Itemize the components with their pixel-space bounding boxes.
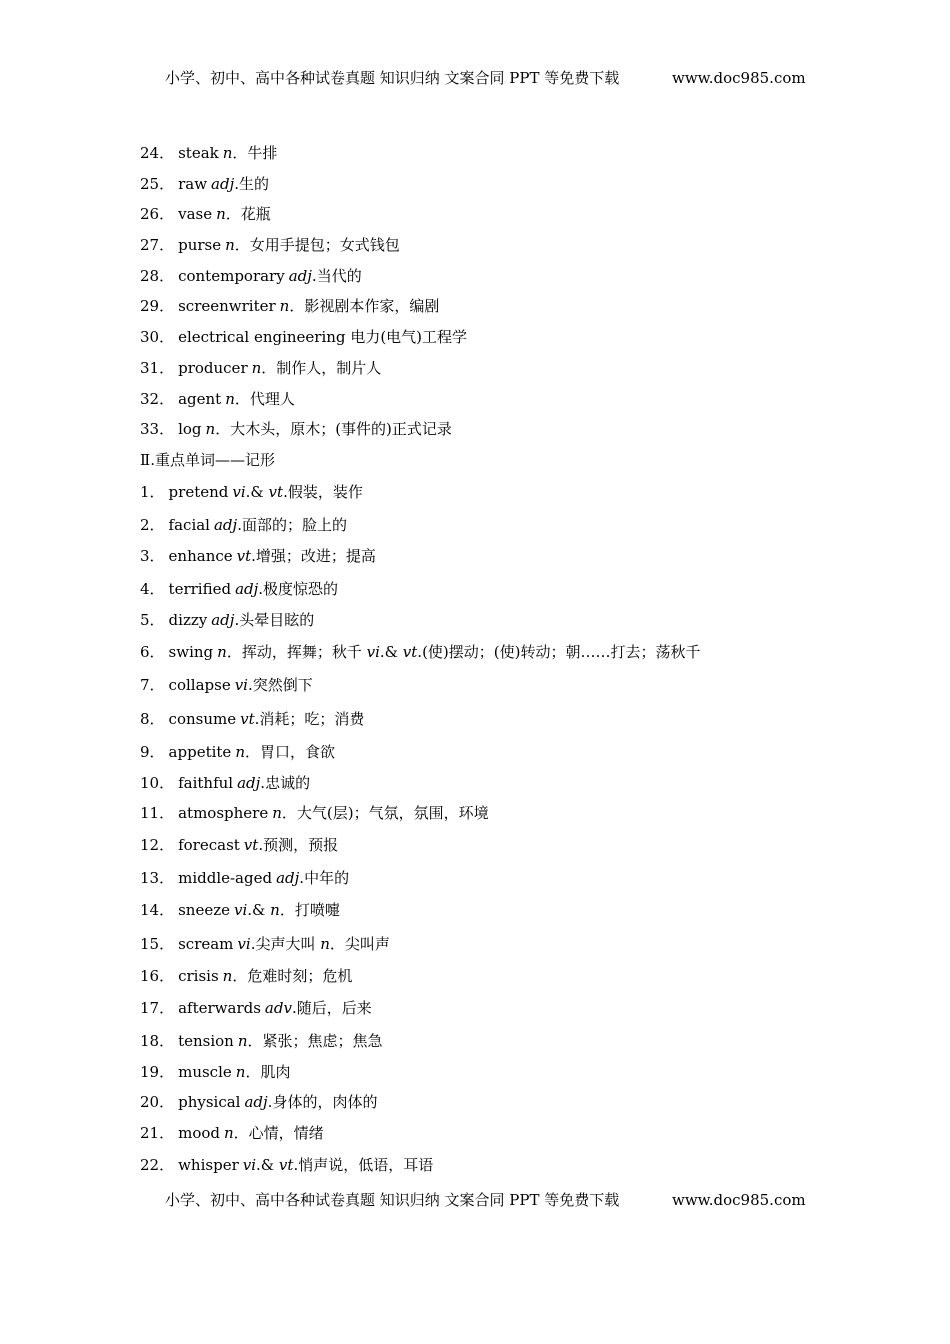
entry-pos: vi [234,676,248,694]
entry-pos: adj [235,580,259,598]
entry-meaning: 电力(电气)工程学 [350,328,468,346]
entry-meaning: .突然倒下 [247,676,313,694]
entry-meaning: ．花瓶 [225,205,271,223]
entry-meaning: .随后，后来 [291,999,372,1017]
entry-meaning: ．胃口，食欲 [244,743,335,761]
entry-word: producer [178,359,248,377]
entry-word: pretend [168,483,229,501]
entry-meaning: ．危难时刻；危机 [232,967,353,985]
vocab-entry [140,1123,324,1143]
entry-number: 22． [140,1156,175,1174]
entry-meaning: ．打喷嚏 [279,901,340,919]
entry-pos: adj [244,1093,268,1111]
vocab-entry [140,204,271,224]
section-title: Ⅱ.重点单词——记形 [140,451,275,469]
entry-meaning: .尖声大叫 [250,935,321,953]
entry-number: 13． [140,869,175,887]
vocab-entry [140,934,390,954]
entry-number: 16． [140,967,175,985]
entry-meaning: .忠诚的 [260,774,311,792]
vocab-entry [140,642,700,662]
entry-number: 12． [140,836,175,854]
entry-word: faithful [178,774,234,792]
entry-pos: vi [237,935,251,953]
entry-word: electrical engineering [178,328,346,346]
entry-word: muscle [178,1063,232,1081]
entry-pos: n [237,1032,248,1050]
entry-meaning: .中年的 [299,869,350,887]
entry-number: 14． [140,901,175,919]
vocab-entry [140,266,362,286]
vocab-entry [140,174,269,194]
entry-word: collapse [168,676,231,694]
entry-pos: vi [366,643,380,661]
header-text: 小学、初中、高中各种试卷真题 知识归纳 文案合同 PPT 等免费下载 [165,69,620,87]
entry-word: facial [168,516,210,534]
entry-word: contemporary [178,267,285,285]
entry-word: mood [178,1124,220,1142]
vocab-entry [140,709,364,729]
entry-pos: vi [232,483,246,501]
vocab-entry [140,235,400,255]
vocab-entry [140,1092,377,1112]
entry-meaning: .面部的；脸上的 [237,516,347,534]
entry-number: 21． [140,1124,175,1142]
entry-meaning: ．影视剧本作家，编剧 [289,297,440,315]
vocab-entry [140,358,381,378]
entry-word: agent [178,390,222,408]
entry-pos: n [272,804,282,822]
entry-pos: n [216,205,226,223]
entry-pos: vt [268,483,284,501]
entry-meaning: ．大气(层)；气氛，氛围，环境 [281,804,489,822]
entry-word: sneeze [178,901,230,919]
vocab-entry [140,546,376,566]
vocab-entry [140,1031,383,1051]
entry-pos: vi [242,1156,257,1174]
entry-number: 3． [140,547,165,565]
entry-number: 27． [140,236,175,254]
entry-meaning: .预测，预报 [258,836,339,854]
entry-meaning: .消耗；吃；消费 [254,710,365,728]
entry-meaning: .极度惊恐的 [258,580,339,598]
vocab-entry [140,835,338,855]
entry-word: purse [178,236,222,254]
entry-number: 32． [140,390,175,408]
entry-pos: adj [211,611,235,629]
vocab-entry [140,419,452,439]
vocab-entry [140,389,295,409]
entry-meaning: ．尖叫声 [329,935,390,953]
entry-pos: n [279,297,290,315]
vocab-entry [140,868,349,888]
entry-number: 5． [140,611,165,629]
entry-pos: vt [243,836,259,854]
entry-pos: n [222,967,233,985]
vocab-entry [140,579,338,599]
entry-word: steak [178,144,219,162]
entry-meaning: .假装，装作 [283,483,363,501]
entry-pos: vt [402,643,418,661]
entry-word: forecast [178,836,240,854]
entry-number: 1． [140,483,165,501]
entry-number: 6． [140,643,165,661]
entry-word: scream [178,935,234,953]
entry-number: 30． [140,328,175,346]
vocab-entry [140,515,347,535]
entry-word: enhance [168,547,233,565]
entry-word: log [178,420,202,438]
entry-word: whisper [178,1156,239,1174]
entry-meaning: .当代的 [311,267,362,285]
entry-number: 25． [140,175,175,193]
footer-url: www.doc985.com [672,1191,806,1209]
entry-pos: vt [240,710,255,728]
entry-number: 20． [140,1093,175,1111]
vocab-entry [140,675,313,695]
vocab-entry [140,296,439,316]
entry-meaning: .增强；改进；提高 [251,547,376,565]
entry-pos: adj [213,516,238,534]
vocab-entry [140,610,314,630]
entry-word: afterwards [178,999,261,1017]
entry-pos: n [223,1124,234,1142]
entry-word: atmosphere [178,804,269,822]
entry-pos: n [270,901,280,919]
entry-word: tension [178,1032,234,1050]
entry-meaning: ．制作人，制片人 [261,359,382,377]
vocab-entry [140,998,372,1018]
entry-word: consume [168,710,237,728]
entry-word: raw [178,175,208,193]
entry-word: appetite [168,743,232,761]
entry-meaning: .身体的，肉体的 [267,1093,378,1111]
entry-meaning: ．挥动，挥舞；秋千 [226,643,367,661]
entry-number: 28． [140,267,175,285]
entry-pos: n [235,743,245,761]
entry-number: 19． [140,1063,175,1081]
vocab-entry [140,966,352,986]
entry-pos: n [205,420,216,438]
vocab-entry [140,327,467,347]
entry-pos: n [225,390,235,408]
entry-number: 29． [140,297,175,315]
entry-meaning: .& [245,483,269,501]
entry-word: screenwriter [178,297,276,315]
entry-number: 7． [140,676,165,694]
entry-pos: n [217,643,227,661]
entry-meaning: .悄声说，低语，耳语 [293,1156,434,1174]
entry-number: 15． [140,935,175,953]
entry-number: 33． [140,420,175,438]
entry-pos: n [225,236,235,254]
vocab-entry [140,742,335,762]
entry-meaning: .生的 [234,175,270,193]
entry-pos: n [235,1063,246,1081]
entry-number: 4． [140,580,165,598]
entry-pos: vi [234,901,248,919]
entry-meaning: ．代理人 [234,390,295,408]
entry-word: vase [178,205,213,223]
entry-meaning: ．牛排 [232,144,278,162]
vocab-entry [140,803,489,823]
entry-word: middle-aged [178,869,273,887]
entry-meaning: ．大木头，原木；(事件的)正式记录 [215,420,452,438]
entry-number: 26． [140,205,175,223]
entry-number: 2． [140,516,165,534]
entry-pos: n [222,144,233,162]
entry-meaning: .& [256,1156,279,1174]
entry-meaning: .& [379,643,403,661]
entry-pos: vt [278,1156,294,1174]
entry-pos: adj [211,175,235,193]
entry-pos: adj [237,774,261,792]
entry-word: terrified [168,580,232,598]
vocab-entry [140,143,277,163]
entry-meaning: ．心情，情绪 [233,1124,324,1142]
entry-number: 17． [140,999,175,1017]
vocab-entry [140,900,340,920]
entry-pos: adj [276,869,300,887]
entry-number: 10． [140,774,175,792]
entry-number: 24． [140,144,175,162]
entry-meaning: .头晕目眩的 [234,611,315,629]
vocab-entry [140,1155,433,1175]
vocab-entry [140,1062,290,1082]
entry-pos: vt [236,547,252,565]
entry-word: swing [168,643,214,661]
entry-pos: n [251,359,262,377]
entry-number: 18． [140,1032,175,1050]
entry-meaning: ．肌肉 [245,1063,291,1081]
entry-word: physical [178,1093,241,1111]
entry-number: 9． [140,743,165,761]
entry-word: dizzy [168,611,208,629]
entry-pos: n [320,935,330,953]
footer-text: 小学、初中、高中各种试卷真题 知识归纳 文案合同 PPT 等免费下载 [165,1191,620,1209]
header-url: www.doc985.com [672,69,806,87]
vocab-entry [140,482,363,502]
entry-word: crisis [178,967,219,985]
entry-number: 8． [140,710,165,728]
vocab-entry [140,773,310,793]
entry-meaning: ．紧张；焦虑；焦急 [247,1032,383,1050]
entry-meaning: .& [247,901,271,919]
entry-pos: adj [288,267,312,285]
entry-meaning: ．女用手提包；女式钱包 [234,236,400,254]
entry-meaning: .(使)摆动；(使)转动；朝……打去；荡秋千 [417,643,701,661]
entry-number: 31． [140,359,175,377]
entry-number: 11． [140,804,175,822]
entry-pos: adv [264,999,292,1017]
